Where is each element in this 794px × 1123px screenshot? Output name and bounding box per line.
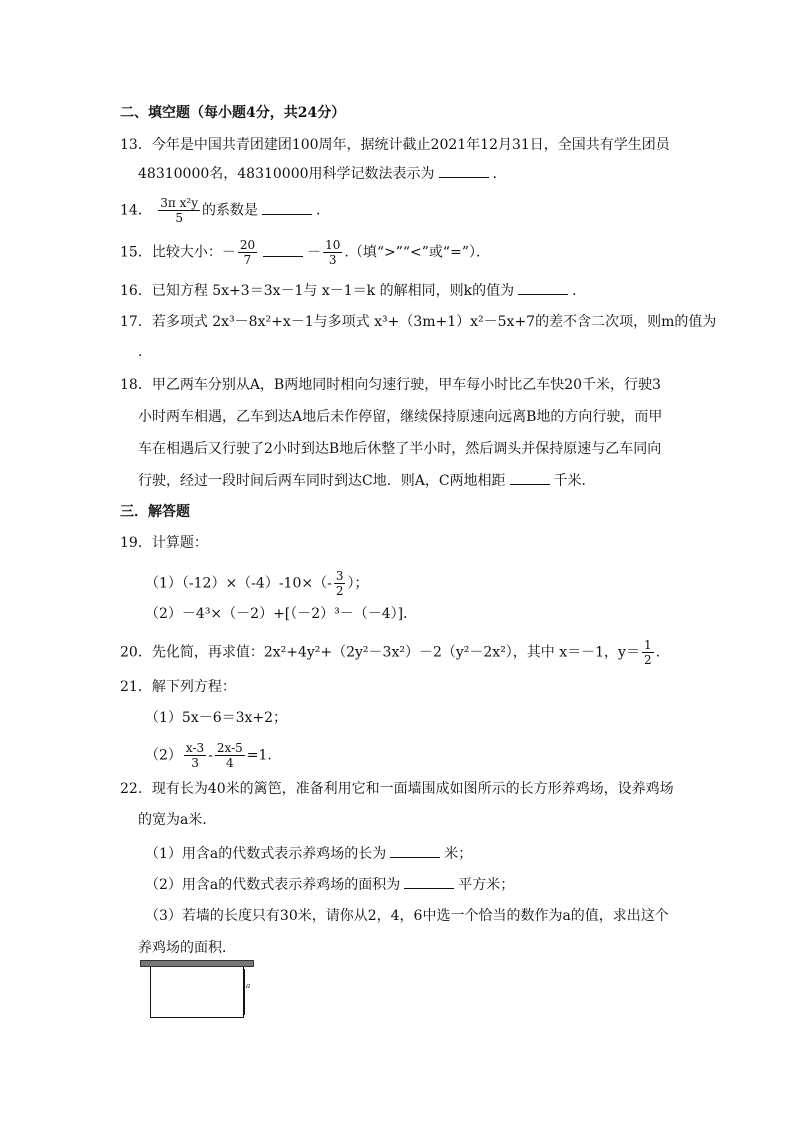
q19-fraction (334, 569, 346, 598)
q20-frac-num: 1 (643, 638, 652, 652)
q13-line2 (138, 163, 497, 184)
section2-title: 二、填空题（每小题4分，共24分） (120, 105, 346, 121)
q14-end: . (315, 202, 321, 219)
q19-frac-num: 3 (335, 569, 344, 583)
q15-line (120, 238, 490, 267)
q20-frac-den: 2 (643, 653, 652, 667)
fence-rectangle (150, 967, 244, 1018)
q22-part2-blank[interactable] (404, 874, 454, 889)
wall (140, 960, 254, 967)
q14-answer-blank[interactable] (262, 200, 312, 215)
q14-fraction (158, 196, 200, 225)
q20-line (120, 638, 660, 667)
q18-text-b: 千米． (553, 473, 596, 489)
q13-answer-blank[interactable] (439, 163, 489, 178)
q18-line4 (138, 470, 596, 491)
q21-frac1-den: 3 (191, 756, 199, 770)
q16-answer-blank[interactable] (518, 280, 568, 295)
q22-part1 (145, 843, 472, 864)
q17-line2: . (138, 344, 143, 360)
q21-frac1 (184, 741, 206, 770)
q21-part2-label: （2） (145, 747, 182, 764)
q15-frac2 (323, 238, 342, 267)
q21-title: 21．解下列方程： (120, 679, 236, 695)
q22-part2-unit: 平方米； (458, 877, 515, 893)
q22-part1-blank[interactable] (390, 843, 440, 858)
q19-title: 19．计算题： (120, 535, 208, 551)
q18-line2: 小时两车相遇，乙车到达A地后未作停留，继续保持原速向远离B地的方向行驶，而甲 (138, 409, 663, 425)
q21-frac2-num: 2x-5 (216, 741, 243, 755)
q21-part2-end: =1. (246, 747, 272, 764)
q15-text-a: 15．比较大小：－ (120, 244, 236, 261)
q15-frac1-den: 7 (243, 253, 252, 267)
q16-line (120, 280, 577, 301)
q17-line1: 17．若多项式 2x³－8x²+x－1与多项式 x³+（3m+1）x²－5x+7的差不含二次项，则m的值为 (120, 314, 717, 330)
q18-line3: 车在相遇后又行驶了2小时到达B地后休整了半小时，然后调头并保持原速与乙车同向 (138, 441, 662, 457)
q15-answer-blank[interactable] (263, 242, 303, 257)
q20-fraction (642, 638, 654, 667)
q13-text: 48310000名，48310000用科学记数法表示为 (138, 166, 435, 182)
q21-part2 (145, 741, 272, 770)
q19-part1-text-a: （1）（-12）×（-4）-10×（- (145, 575, 332, 592)
q19-part2: （2）－4³×（－2）+[（－2）³－（－4）]． (145, 606, 418, 622)
q13-end: . (492, 166, 497, 182)
q13-line1: 13．今年是中国共青团建团100周年，据统计截止2021年12月31日，全国共有学生团员 (120, 137, 670, 153)
q18-answer-blank[interactable] (510, 470, 550, 485)
q22-part1-unit: 米； (444, 846, 473, 862)
q15-minus: － (307, 244, 322, 261)
q21-minus: - (208, 747, 213, 764)
q19-part1-text-b: ）； (347, 575, 369, 592)
q14-frac-num: 3π x²y (160, 196, 198, 210)
q21-frac2 (215, 741, 245, 770)
q15-frac2-den: 3 (328, 253, 337, 267)
width-dimension-line (244, 969, 245, 1015)
q15-text-b: .（填“>”“<”或“=”）． (344, 244, 490, 261)
q19-frac-den: 2 (335, 584, 344, 598)
q22-part2 (145, 874, 514, 895)
q14-frac-den: 5 (175, 211, 183, 225)
q19-part1 (145, 569, 368, 598)
q18-line1: 18．甲乙两车分别从A，B两地同时相向匀速行驶，甲车每小时比乙车快20千米，行驶3 (120, 377, 661, 393)
q20-end: . (655, 644, 661, 661)
q21-part1: （1）5x－6＝3x+2； (145, 710, 288, 726)
q22-part3-line1: （3）若墙的长度只有30米，请你从2，4，6中选一个恰当的数作为a的值，求出这个 (145, 908, 669, 924)
q22-line1: 22．现有长为40米的篱笆，准备利用它和一面墙围成如图所示的长方形养鸡场，设养鸡场 (120, 781, 674, 797)
q15-frac2-num: 10 (325, 238, 341, 252)
q15-frac1 (238, 238, 257, 267)
q14-number: 14． (120, 202, 152, 219)
width-label: a (246, 982, 251, 990)
q14-line (120, 196, 320, 225)
q22-part1-text: （1）用含a的代数式表示养鸡场的长为 (145, 846, 387, 862)
q14-text: 的系数是 (201, 202, 258, 219)
q21-frac1-num: x-3 (185, 741, 205, 755)
chicken-farm-figure (140, 960, 255, 1020)
q22-line2: 的宽为a米． (138, 812, 217, 828)
q16-end: . (572, 283, 577, 299)
q22-part3-line2: 养鸡场的面积． (138, 940, 236, 956)
q15-frac1-num: 20 (239, 238, 256, 252)
q20-text-a: 20．先化简，再求值：2x²+4y²+（2y²－3x²）－2（y²－2x²），其中 x＝－1，y＝ (120, 644, 640, 661)
q18-text-a: 行驶，经过一段时间后两车同时到达C地．则A，C两地相距 (138, 473, 506, 489)
q16-text: 16．已知方程 5x+3＝3x－1与 x－1＝k 的解相同，则k的值为 (120, 283, 515, 299)
q22-part2-text: （2）用含a的代数式表示养鸡场的面积为 (145, 877, 401, 893)
q21-frac2-den: 4 (226, 756, 234, 770)
section3-title: 三．解答题 (120, 504, 190, 520)
